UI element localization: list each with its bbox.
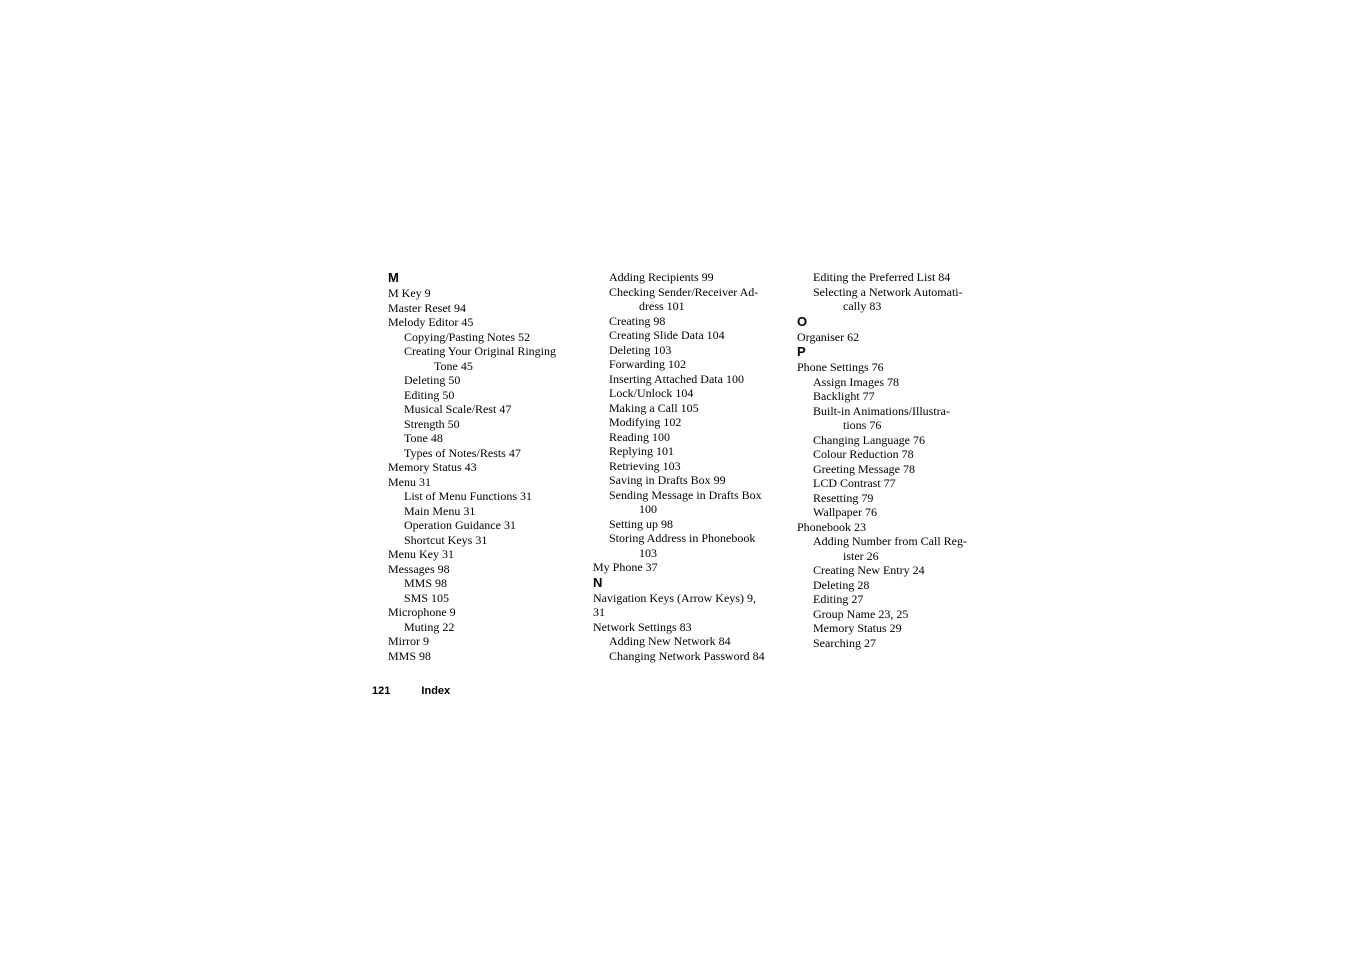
index-subentry xyxy=(593,531,793,560)
index-entry-text: Forwarding 102 xyxy=(609,357,686,371)
index-entry-text: Storing Address in Phonebook xyxy=(609,531,756,545)
index-subentry xyxy=(388,446,588,461)
index-subentry xyxy=(797,447,987,462)
index-subentry xyxy=(388,344,588,373)
index-entry-text: Organiser 62 xyxy=(797,329,860,344)
index-entry-text: M Key 9 xyxy=(388,286,431,300)
index-entry xyxy=(593,620,793,635)
index-subentry xyxy=(388,417,588,432)
index-entry-text: Strength 50 xyxy=(404,416,460,431)
index-subentry xyxy=(388,402,588,417)
index-subentry xyxy=(593,285,793,314)
index-entry-text: List of Menu Functions 31 xyxy=(404,489,532,503)
index-entry-text: Setting up 98 xyxy=(609,516,674,531)
index-column-1 xyxy=(388,270,588,663)
index-entry-text: Modifying 102 xyxy=(609,415,682,429)
index-entry-text: Main Menu 31 xyxy=(404,503,476,518)
index-entry-text: SMS 105 xyxy=(404,590,450,605)
index-subentry xyxy=(797,563,987,578)
index-entry xyxy=(388,605,588,620)
index-entry xyxy=(797,330,987,345)
index-letter-heading: N xyxy=(593,574,603,590)
index-entry-text: Copying/Pasting Notes 52 xyxy=(404,329,531,344)
index-entry-text: Types of Notes/Rests 47 xyxy=(404,445,521,460)
index-subentry xyxy=(797,607,987,622)
index-entry xyxy=(797,360,987,375)
index-entry-text: Retrieving 103 xyxy=(609,458,681,473)
index-entry-text: Phone Settings 76 xyxy=(797,360,884,374)
index-subentry xyxy=(797,433,987,448)
index-entry xyxy=(388,649,588,664)
index-entry xyxy=(593,560,793,575)
index-entry xyxy=(388,547,588,562)
index-entry-text: Changing Network Password 84 xyxy=(609,648,765,663)
page-footer xyxy=(372,684,450,698)
index-entry-text: Searching 27 xyxy=(813,635,876,650)
index-subentry xyxy=(797,270,987,285)
index-subentry xyxy=(388,330,588,345)
index-entry-continuation: 100 xyxy=(639,502,657,516)
index-letter-heading: P xyxy=(797,344,806,359)
index-entry-text: Adding New Network 84 xyxy=(609,634,731,648)
index-entry-continuation: 31 xyxy=(593,605,605,619)
index-entry-text: LCD Contrast 77 xyxy=(813,476,896,490)
index-subentry xyxy=(388,620,588,635)
index-subentry xyxy=(797,578,987,593)
index-entry-text: Memory Status 29 xyxy=(813,621,902,635)
index-subentry xyxy=(797,476,987,491)
index-entry-text: Musical Scale/Rest 47 xyxy=(404,402,512,416)
index-subentry xyxy=(593,473,793,488)
index-entry-text: Greeting Message 78 xyxy=(813,461,915,476)
index-subentry xyxy=(593,372,793,387)
index-subentry xyxy=(388,489,588,504)
index-entry-text: Built-in Animations/Illustra- xyxy=(813,403,950,418)
index-entry-text: Group Name 23, 25 xyxy=(813,606,909,621)
index-entry-text: My Phone 37 xyxy=(593,560,658,574)
index-entry-text: Editing 50 xyxy=(404,387,455,402)
index-entry-continuation: tions 76 xyxy=(843,418,882,432)
index-subentry xyxy=(593,459,793,474)
index-subentry xyxy=(797,534,987,563)
index-entry xyxy=(388,634,588,649)
index-entry-text: Assign Images 78 xyxy=(813,374,899,389)
index-subentry xyxy=(593,386,793,401)
index-entry-text: Resetting 79 xyxy=(813,490,874,505)
index-subentry xyxy=(388,591,588,606)
index-entry-text: Phonebook 23 xyxy=(797,519,866,534)
index-entry xyxy=(388,315,588,330)
index-entry-text: Creating Slide Data 104 xyxy=(609,328,725,342)
index-subentry xyxy=(388,431,588,446)
index-entry-text: Selecting a Network Automati- xyxy=(813,284,963,299)
index-subentry xyxy=(797,375,987,390)
index-entry-text: Deleting 28 xyxy=(813,577,870,592)
index-subentry xyxy=(593,488,793,517)
index-entry-text: Deleting 50 xyxy=(404,373,461,387)
index-entry-text: Melody Editor 45 xyxy=(388,315,474,329)
index-entry-text: Muting 22 xyxy=(404,619,455,634)
index-entry-text: Messages 98 xyxy=(388,561,450,576)
index-letter-heading: M xyxy=(388,270,399,285)
index-entry xyxy=(797,520,987,535)
index-entry-text: Network Settings 83 xyxy=(593,619,692,634)
index-entry-text: Deleting 103 xyxy=(609,342,672,357)
index-subentry xyxy=(388,388,588,403)
index-entry-text: Microphone 9 xyxy=(388,605,456,619)
index-subentry xyxy=(593,444,793,459)
index-entry-text: MMS 98 xyxy=(388,648,432,663)
index-entry-text: Checking Sender/Receiver Ad- xyxy=(609,284,759,299)
index-entry-text: Creating New Entry 24 xyxy=(813,563,925,577)
index-subentry xyxy=(797,636,987,651)
index-entry-text: Adding Recipients 99 xyxy=(609,270,714,284)
index-entry-text: Editing 27 xyxy=(813,592,864,606)
index-entry-text: Editing the Preferred List 84 xyxy=(813,270,951,284)
index-entry xyxy=(388,301,588,316)
index-subentry xyxy=(388,373,588,388)
index-subentry xyxy=(388,518,588,533)
index-subentry xyxy=(593,343,793,358)
index-subentry xyxy=(593,357,793,372)
index-subentry xyxy=(797,462,987,477)
index-entry-text: Lock/Unlock 104 xyxy=(609,386,694,400)
index-entry-text: Creating 98 xyxy=(609,313,666,328)
index-subentry xyxy=(593,415,793,430)
index-entry xyxy=(388,562,588,577)
index-entry-text: Operation Guidance 31 xyxy=(404,518,516,532)
index-letter-heading: O xyxy=(797,313,808,329)
index-entry-text: Replying 101 xyxy=(609,444,674,458)
index-entry-text: Reading 100 xyxy=(609,429,670,444)
index-subentry xyxy=(593,430,793,445)
index-entry-text: Inserting Attached Data 100 xyxy=(609,371,744,386)
index-entry-text: Colour Reduction 78 xyxy=(813,447,914,461)
index-entry-text: Navigation Keys (Arrow Keys) 9, xyxy=(593,590,756,605)
index-subentry xyxy=(797,621,987,636)
index-entry-text: Creating Your Original Ringing xyxy=(404,344,556,358)
index-subentry xyxy=(593,401,793,416)
index-entry-continuation: ister 26 xyxy=(843,548,879,563)
index-entry xyxy=(388,286,588,301)
index-subentry xyxy=(388,533,588,548)
index-entry-text: Adding Number from Call Reg- xyxy=(813,534,967,548)
index-column-3 xyxy=(797,270,987,650)
index-entry-continuation: dress 101 xyxy=(639,299,685,313)
index-subentry xyxy=(388,576,588,591)
index-column-2 xyxy=(593,270,793,663)
index-entry xyxy=(593,591,793,620)
index-entry-text: Wallpaper 76 xyxy=(813,505,878,519)
index-entry xyxy=(388,460,588,475)
index-entry-text: Memory Status 43 xyxy=(388,460,477,474)
index-subentry xyxy=(593,649,793,664)
index-subentry xyxy=(593,634,793,649)
index-entry-text: Saving in Drafts Box 99 xyxy=(609,473,726,487)
index-entry-text: MMS 98 xyxy=(404,576,448,590)
index-entry-text: Tone 48 xyxy=(404,431,443,445)
index-entry-text: Menu Key 31 xyxy=(388,547,454,561)
index-subentry xyxy=(797,285,987,314)
index-subentry xyxy=(797,592,987,607)
index-subentry xyxy=(797,505,987,520)
index-entry-continuation: 103 xyxy=(639,545,657,560)
index-subentry xyxy=(593,314,793,329)
index-entry-continuation: cally 83 xyxy=(843,299,882,313)
index-subentry xyxy=(593,328,793,343)
index-subentry xyxy=(797,404,987,433)
index-entry-text: Changing Language 76 xyxy=(813,432,925,447)
index-entry-text: Backlight 77 xyxy=(813,389,875,403)
index-entry-text: Master Reset 94 xyxy=(388,300,466,315)
index-entry-text: Menu 31 xyxy=(388,474,431,489)
index-subentry xyxy=(797,389,987,404)
index-entry xyxy=(388,475,588,490)
index-entry-continuation: Tone 45 xyxy=(434,358,473,373)
index-subentry xyxy=(593,270,793,285)
page-number: 121 xyxy=(372,685,391,697)
index-entry-text: Mirror 9 xyxy=(388,634,429,648)
index-entry-text: Making a Call 105 xyxy=(609,400,699,415)
index-subentry xyxy=(388,504,588,519)
index-subentry xyxy=(797,491,987,506)
section-title: Index xyxy=(421,685,451,697)
index-subentry xyxy=(593,517,793,532)
index-entry-text: Sending Message in Drafts Box xyxy=(609,487,762,502)
index-entry-text: Shortcut Keys 31 xyxy=(404,532,488,547)
